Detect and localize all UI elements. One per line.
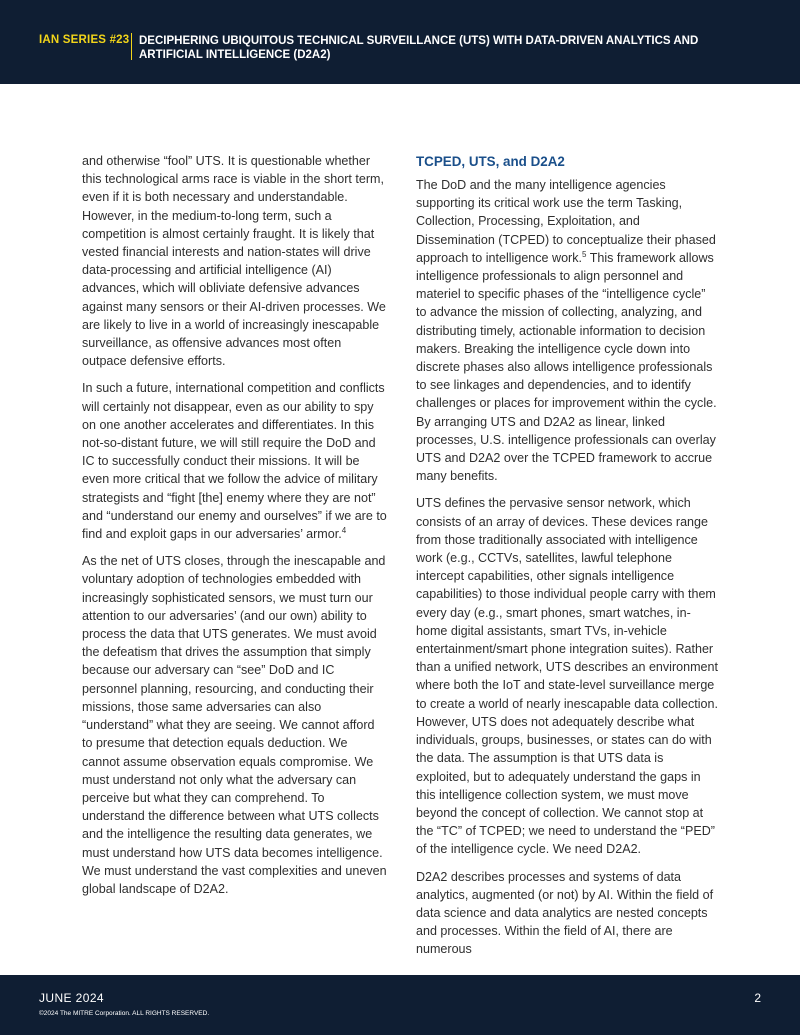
right-column (416, 152, 718, 968)
paragraph (416, 176, 718, 485)
paragraph: and otherwise “fool” UTS. It is questionable whether this technological arms race is viable in the short term, even if it is both necessary and understandable. However, in the medium-to-long term, such a competition is almost certainly fraught. It is likely that vested financial interests and nation-states will drive data-processing and artificial intelligence (AI) advances, which will obliviate defensive advances against many sensors or their AI-driven processes. We are likely to live in a world of increasingly inescapable surveillance, as offensive advances most often outpace defensive efforts. (82, 154, 386, 369)
paragraph (82, 379, 387, 543)
page-header (0, 0, 800, 84)
paragraph-text: In such a future, international competition and conflicts will certainly not disappear, even as our ability to spy on one another accelerates and differentiates. In this not-so-distant future, we will still require the DoD and IC to successfully conduct their missions. It will be even more critical that we follow the advice of military strategists and “fight [the] enemy where they are not” and “understand our enemy and ourselves” if we are to find and exploit gaps in our adversaries’ armor. (82, 381, 387, 542)
section-heading: TCPED, UTS, and D2A2 (416, 154, 565, 169)
paragraph-text: The DoD and the many intelligence agencies supporting its critical work use the term Tasking, Collection, Processing, Exploitation, and Dissemination (TCPED) to conceptualize their phased approach to intelligence work. (416, 178, 716, 265)
publication-date: JUNE 2024 (39, 991, 104, 1005)
document-title: DECIPHERING UBIQUITOUS TECHNICAL SURVEILLANCE (UTS) WITH DATA-DRIVEN ANALYTICS AND ARTIFICIAL INTELLIGENCE (D2A2) (139, 35, 699, 61)
footnote-ref[interactable]: 5 (582, 249, 587, 259)
paragraph: UTS defines the pervasive sensor network, which consists of an array of devices. These devices range from those traditionally associated with intelligence work (e.g., CCTVs, satellites, lawful telephone intercept capabilities, other signals intelligence capabilities) to those individual people carry with them every day (e.g., smart phones, smart watches, in-home digital assistants, smart TVs, in-vehicle entertainment/smart phone integration suites). Rather than a unified network, UTS describes an environment where both the IoT and state-level surveillance merge to create a world of nearly inescapable data collection. However, UTS does not adequately describe what individuals, groups, businesses, or states can do with the data. The assumption is that UTS data is exploited, but to adequately understand the gaps in this intelligence collection system, we must move beyond the concept of collection. We cannot stop at the “TC” of TCPED; we need to understand the “PED” of the intelligence cycle. We need D2A2. (416, 496, 719, 857)
paragraph-text: This framework allows intelligence professionals to align personnel and materiel to specific phases of the “intelligence cycle” to advance the mission of collecting, analyzing, and distributing timely, actionable information to decision makers. Breaking the intelligence cycle down into discrete phases also allows intelligence professionals to see linkages and dependencies, and to identify challenges or places for improvement within the cycle. By arranging UTS and D2A2 as linear, linked processes, U.S. intelligence professionals can overlay UTS and D2A2 over the TCPED framework to accrue many benefits. (416, 250, 717, 484)
footnote-ref[interactable]: 4 (341, 525, 347, 535)
page-number: 2 (754, 991, 761, 1005)
header-divider (131, 33, 132, 60)
left-column (82, 152, 387, 907)
paragraph: D2A2 describes processes and systems of data analytics, augmented (or not) by AI. Within the field of data science and data analytics are nested concepts and processes. Within the field of AI, there are numerous (416, 869, 714, 957)
series-label: IAN SERIES #23 (39, 34, 130, 46)
page-footer (0, 975, 800, 1035)
copyright-notice: ©2024 The MITRE Corporation. ALL RIGHTS RESERVED. (39, 1010, 210, 1017)
paragraph: As the net of UTS closes, through the inescapable and voluntary adoption of technologies embedded with increasingly sophisticated sensors, we must turn our attention to our adversaries’ (and our own) ability to process the data that UTS generates. We must avoid the defeatism that drives the assumption that simply because our adversary can “see” DoD and IC personnel planning, resourcing, and conducting their missions, those same adversaries can also “understand” what they are seeing. We cannot afford to presume that detection equals deduction. We cannot assume observation equals compromise. We must understand not only what the adversary can perceive but what they can comprehend. To understand the difference between what UTS collects and the intelligence the resulting data generates, we must understand how UTS data becomes intelligence. We must understand the vast complexities and uneven global landscape of D2A2. (82, 554, 387, 896)
